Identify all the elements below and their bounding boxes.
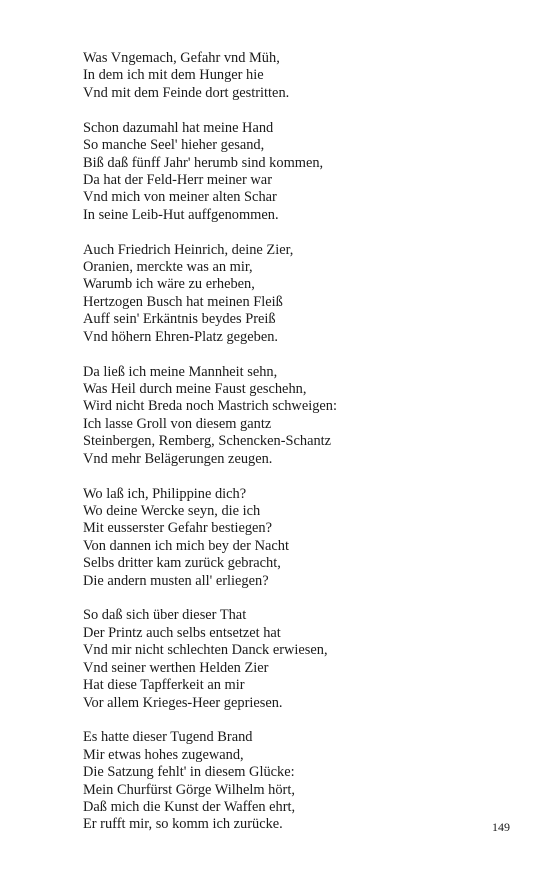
verse-line: Auch Friedrich Heinrich, deine Zier, <box>83 241 294 258</box>
stanza <box>83 120 523 224</box>
verse-line: Wo laß ich, Philippine dich? <box>83 485 247 502</box>
verse-line: Er rufft mir, so komm ich zurücke. <box>83 816 283 833</box>
verse-line: Hertzogen Busch hat meinen Fleiß <box>83 293 283 310</box>
verse-line: Was Vngemach, Gefahr vnd Müh, <box>83 50 280 66</box>
verse-line: Die andern musten all' erliegen? <box>83 572 269 589</box>
verse-line: Vnd mich von meiner alten Schar <box>83 189 277 206</box>
stanza <box>83 242 523 346</box>
verse-line: In dem ich mit dem Hunger hie <box>83 67 264 84</box>
verse-line: Mit eusserster Gefahr bestiegen? <box>83 520 273 537</box>
verse-line: Daß mich die Kunst der Waffen ehrt, <box>83 799 296 816</box>
verse-line: Oranien, merckte was an mir, <box>83 259 253 276</box>
verse-line: Vnd mehr Belägerungen zeugen. <box>83 450 273 467</box>
verse-line: Warumb ich wäre zu erheben, <box>83 276 255 293</box>
verse-line: In seine Leib-Hut auffgenommen. <box>83 206 279 223</box>
verse-line: Der Printz auch selbs entsetzet hat <box>83 624 281 641</box>
verse-line: Schon dazumahl hat meine Hand <box>83 119 274 136</box>
verse-line: Ich lasse Groll von diesem gantz <box>83 415 272 432</box>
stanza <box>83 607 523 711</box>
poem-text <box>83 50 523 851</box>
verse-line: Auff sein' Erkäntnis beydes Preiß <box>83 311 276 328</box>
stanza <box>83 486 523 590</box>
verse-line: Da hat der Feld-Herr meiner war <box>83 171 272 188</box>
verse-line: Biß daß fünff Jahr' herumb sind kommen, <box>83 154 324 171</box>
verse-line: Vnd mit dem Feinde dort gestritten. <box>83 84 290 101</box>
verse-line: Die Satzung fehlt' in diesem Glücke: <box>83 764 295 781</box>
verse-line: Vnd höhern Ehren-Platz gegeben. <box>83 328 279 345</box>
verse-line: So daß sich über dieser That <box>83 607 247 624</box>
verse-line: Wo deine Wercke seyn, die ich <box>83 502 261 519</box>
verse-line: Vor allem Krieges-Heer gepriesen. <box>83 694 283 711</box>
verse-line: Da ließ ich meine Mannheit sehn, <box>83 363 278 380</box>
verse-line: Steinbergen, Remberg, Schencken-Schantz <box>83 433 332 450</box>
verse-line: So manche Seel' hieher gesand, <box>83 137 265 154</box>
verse-line: Selbs dritter kam zurück gebracht, <box>83 555 281 572</box>
verse-line: Mir etwas hohes zugewand, <box>83 746 244 763</box>
verse-line: Von dannen ich mich bey der Nacht <box>83 537 289 554</box>
verse-line: Vnd seiner werthen Helden Zier <box>83 659 269 676</box>
stanza <box>83 364 523 468</box>
verse-line: Was Heil durch meine Faust geschehn, <box>83 381 307 397</box>
verse-line: Mein Churfürst Görge Wilhelm hört, <box>83 781 295 798</box>
stanza <box>83 50 523 102</box>
stanza <box>83 729 523 833</box>
verse-line: Vnd mir nicht schlechten Danck erwiesen, <box>83 642 328 659</box>
page-number: 149 <box>492 820 510 834</box>
verse-line: Wird nicht Breda noch Mastrich schweigen: <box>83 398 337 415</box>
verse-line: Hat diese Tapfferkeit an mir <box>83 677 245 694</box>
verse-line: Es hatte dieser Tugend Brand <box>83 729 253 746</box>
